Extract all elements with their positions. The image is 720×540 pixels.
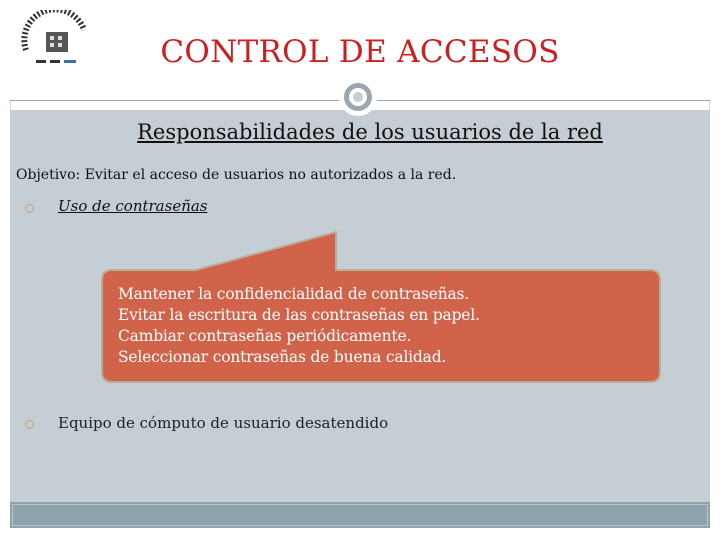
callout-line: Seleccionar contraseñas de buena calidad. [118, 348, 447, 366]
callout-line: Cambiar contraseñas periódicamente. [118, 327, 412, 345]
bullet-item-unattended-equipment: Equipo de cómputo de usuario desatendido [58, 414, 389, 432]
callout-text [118, 284, 480, 368]
section-subtitle: Responsabilidades de los usuarios de la red [137, 120, 603, 144]
bullet-item-passwords: Uso de contraseñas [58, 197, 208, 215]
callout-line: Mantener la confidencialidad de contraseñas. [118, 285, 470, 303]
callout-line: Evitar la escritura de las contraseñas en papel. [118, 306, 480, 324]
objective-text: Evitar el acceso de usuarios no autorizados a la red. [84, 167, 457, 183]
slide-title: CONTROL DE ACCESOS [160, 34, 560, 70]
footer-inner-border [12, 504, 708, 526]
bullet-circle-icon [25, 420, 34, 429]
objective-label: Objetivo: [16, 167, 81, 183]
